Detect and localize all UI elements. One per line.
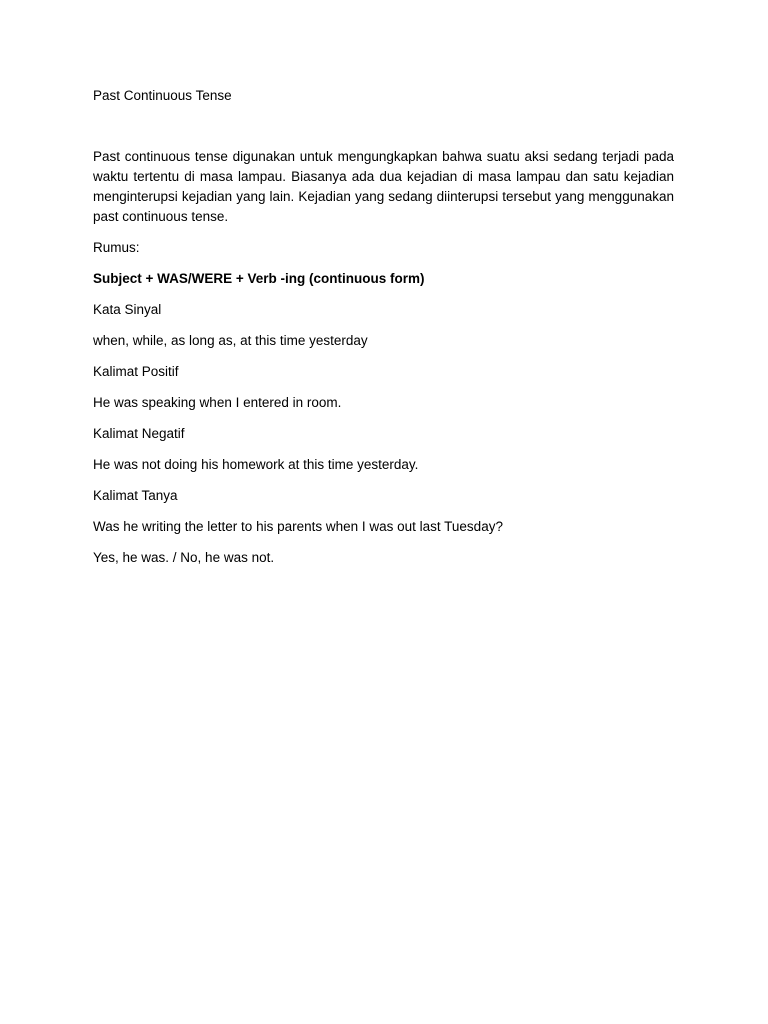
formula-text: Subject + WAS/WERE + Verb -ing (continuous form) — [93, 271, 425, 286]
rumus-label: Rumus: — [93, 240, 140, 255]
positif-label: Kalimat Positif — [93, 364, 179, 379]
tanya-answer: Yes, he was. / No, he was not. — [93, 550, 275, 565]
document-title: Past Continuous Tense — [93, 88, 232, 103]
kata-sinyal-label: Kata Sinyal — [93, 302, 162, 317]
tanya-example: Was he writing the letter to his parents when I was out last Tuesday? — [93, 519, 503, 534]
negatif-example: He was not doing his homework at this time yesterday. — [93, 457, 419, 472]
document-body — [93, 147, 674, 568]
intro-paragraph: Past continuous tense digunakan untuk mengungkapkan bahwa suatu aksi sedang terjadi pada waktu tertentu di masa lampau. Biasanya ada dua kejadian di masa lampau dan satu kejadian menginterupsi kejadian yang lain. Kejadian yang sedang diinterupsi tersebut yang menggunakan past continuous tense. — [93, 149, 674, 224]
kata-sinyal-text: when, while, as long as, at this time yesterday — [93, 333, 368, 348]
positif-example: He was speaking when I entered in room. — [93, 395, 342, 410]
tanya-label: Kalimat Tanya — [93, 488, 178, 503]
negatif-label: Kalimat Negatif — [93, 426, 185, 441]
